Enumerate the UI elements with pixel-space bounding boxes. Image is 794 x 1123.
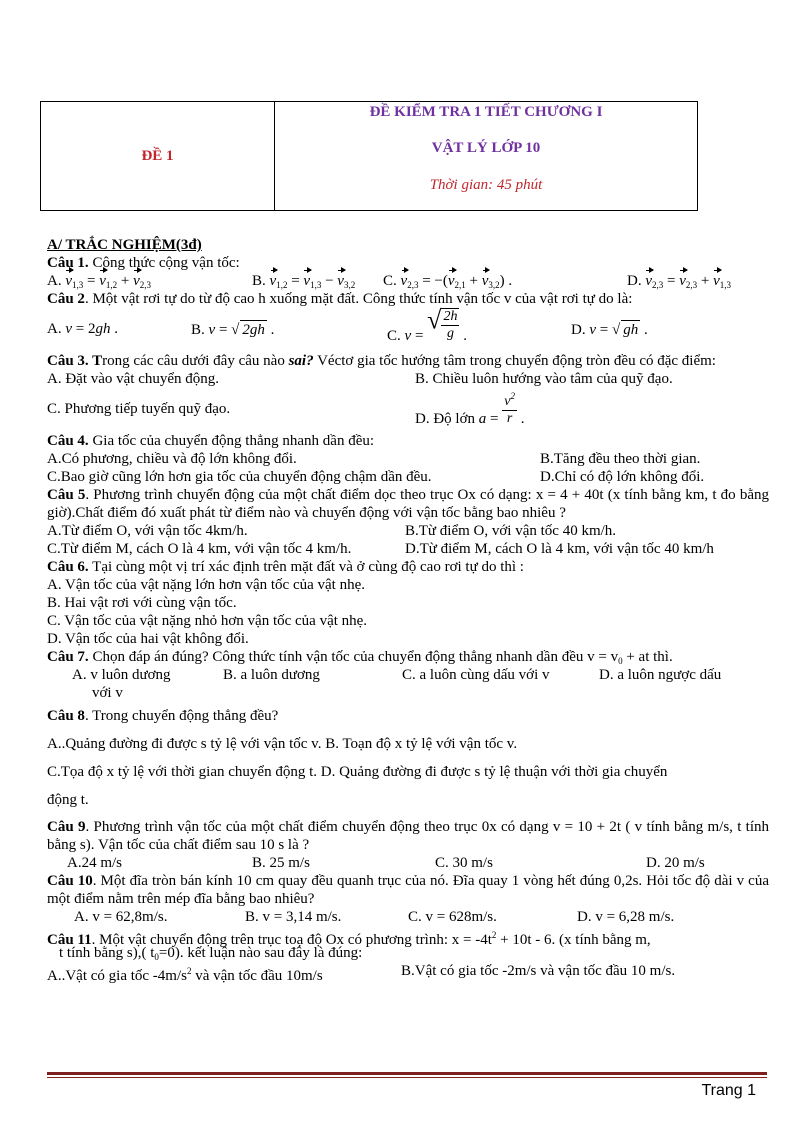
question-7: Câu 7. Chọn đáp án đúng? Công thức tính vận tốc của chuyển động thẳng nhanh dần đều $v = v_0$ + at thì. [47,649,673,666]
option-d: D. $v_{2,3} = v_{2,3} + v_{1,3}$ [627,273,732,290]
option-d: D.Chỉ có độ lớn không đổi. [540,469,705,485]
option-b: B.Tăng đều theo thời gian. [540,451,701,467]
question-label: Câu 5 [47,487,86,503]
question-label: Câu 4. [47,433,89,449]
question-1-options [47,272,769,290]
question-11-options-ab [47,962,769,984]
option-d: D. Vận tốc của hai vật không đổi. [47,631,249,647]
question-4 [47,432,769,450]
option-d: D. v = 6,28 m/s. [577,909,675,925]
question-3: Câu 3. Trong các câu dưới đây câu nào sai? Véctơ gia tốc hướng tâm trong chuyển động tròn đều có đặc điểm: [47,353,716,369]
question-11: Câu 11. Một vật chuyển động trên trục toạ độ Ox có phương trình: $x = -4t^2 + 10t - 6$. (x tính bằng m, [47,930,651,948]
footer-rule-thick [47,1072,767,1075]
question-2-options [47,305,769,352]
option-d: D. v = √ gh . [571,322,648,338]
option-b: B. v = √ 2gh . [191,322,275,338]
option-c: C. a luôn cùng dấu với v [402,667,550,683]
question-label: Câu 11 [47,932,92,948]
option-d: D. 20 m/s [646,855,705,871]
option-a: A. v = 2gh . [47,321,118,337]
question-5 [47,486,769,522]
question-text: . Một đĩa tròn bán kính 10 cm quay đều quanh trục của nó. Đĩa quay 1 vòng hết đúng 0,2s. Hỏi tốc độ dài v của một điểm nằm trên mép đĩa bằng bao nhiêu? [47,873,769,907]
question-text: . Phương trình vận tốc của một chất điểm chuyển động theo trục 0x có dạng v = 10 + 2t ( v tính bằng m/s, t tính bằng s). Vận tốc của chất điểm sau 10 s là ? [47,819,769,853]
option-b: B. a luôn dương [223,667,320,683]
question-text: Công thức cộng vận tốc: [88,255,240,271]
option-b: B. v = 3,14 m/s. [245,909,342,925]
option-a: A.Có phương, chiều và độ lớn không đổi. [47,451,297,467]
exam-title-cell [275,102,698,211]
option-c: C. 30 m/s [435,855,493,871]
exam-header [40,101,698,211]
option-a: A. v luôn dương [72,667,171,683]
option-a: A. Vận tốc của vật nặng lớn hơn vận tốc của vật nhẹ. [47,577,365,593]
footer-rule-thin [47,1077,767,1078]
question-9 [47,818,769,854]
exam-content [47,236,769,984]
question-3-options-ab [47,370,769,388]
option-a: A.24 m/s [67,855,123,871]
option-b: B. Chiều luôn hướng vào tâm của quỹ đạo. [415,371,673,387]
page-number: Trang 1 [701,1082,756,1099]
question-label: Câu 9 [47,819,86,835]
question-label: Câu 3. T [47,353,103,369]
option-b: B.Từ điểm O, với vận tốc 40 km/h. [405,523,617,539]
option-c: C. $v_{2,3} = -(v_{2,1} + v_{3,2})$ . [383,273,513,290]
question-label: Câu 1. [47,255,89,271]
exam-title: ĐỀ KIỂM TRA 1 TIẾT CHƯƠNG I [369,104,603,120]
option-a: A.Từ điểm O, với vận tốc 4km/h. [47,523,248,539]
question-4-options-ab [47,450,769,468]
option-c: C. Vận tốc của vật nặng nhỏ hơn vận tốc của vật nhẹ. [47,613,368,629]
option-c: C. v = 628m/s. [408,909,497,925]
exam-time: Thời gian: 45 phút [429,177,543,193]
exam-subject: VẬT LÝ LỚP 10 [431,140,541,156]
question-11-line2: t tính bằng s),( $t_0=0$). kết luận nào sau đây là đúng: [59,945,363,962]
question-5-options-ab [47,522,769,540]
exam-code: ĐỀ 1 [41,102,275,211]
question-text: . Trong chuyển động thẳng đều? [84,708,279,724]
question-label: Câu 10 [47,873,93,889]
option-d: D. Độ lớn a = $\frac{v^2}{r}$ . [415,388,524,427]
question-10-options [47,908,769,926]
question-text: . Phương trình chuyển động của một chất điểm dọc theo trục Ox có dạng: x = 4 + 40t (x tính bằng km, t đo bằng giờ).Chất điểm đó xuất phát từ điểm nào và chuyển động với vận tốc bằng bao nhiêu ? [47,487,769,521]
question-7-options [47,666,769,684]
option-c: C. v = √ $\frac{2h}{g}$ . [387,305,467,345]
option-a: A..Vật có gia tốc $-4m/s^2$ và vận tốc đầu 10m/s [47,966,323,984]
option-b: B. $v_{1,2} = v_{1,3} - v_{3,2}$ [252,273,356,290]
question-6 [47,558,769,576]
question-8-options-cd: C.Tọa độ x tỷ lệ với thời gian chuyển động t. D. Quảng đường đi được s tỷ lệ thuận với thời gia chuyển [47,764,668,780]
question-label: Câu 6. [47,559,89,575]
question-label: Câu 2 [47,291,85,307]
question-10 [47,872,769,908]
section-title: A/ TRẮC NGHIỆM(3đ) [47,237,202,253]
question-3-options-cd [47,388,769,432]
question-2 [47,290,769,308]
question-text: Tại cùng một vị trí xác định trên mặt đất và ở cùng độ cao rơi tự do thì : [88,559,524,575]
question-text: . Một vật rơi tự do từ độ cao h xuống mặt đất. Công thức tính vận tốc v của vật rơi tự do là: [84,291,633,307]
option-b: B. Hai vật rơi với cùng vận tốc. [47,595,237,611]
question-8-options-ab: A..Quảng đường đi được s tỷ lệ với vận tốc v. B. Toạn độ x tỷ lệ với vận tốc v. [47,736,518,752]
option-d: D. a luôn ngược dấu [599,667,722,683]
option-b: B. 25 m/s [252,855,310,871]
option-d: D.Từ điểm M, cách O là 4 km, với vận tốc 40 km/h [405,541,714,557]
question-label: Câu 8 [47,708,85,724]
question-9-options [47,854,769,872]
question-4-options-cd [47,468,769,486]
option-d-continued: với v [92,685,123,701]
option-c: C.Bao giờ cũng lớn hơn gia tốc của chuyển động chậm dần đều. [47,469,432,485]
option-a: A. v = 62,8m/s. [74,909,168,925]
option-c: C. Phương tiếp tuyến quỹ đạo. [47,401,231,417]
option-c: C.Từ điểm M, cách O là 4 km, với vận tốc 4 km/h. [47,541,352,557]
question-8-options-cd-continued: động t. [47,792,89,808]
option-b: B.Vật có gia tốc -2m/s và vận tốc đầu 10 m/s. [401,963,676,979]
question-5-options-cd [47,540,769,558]
question-text: Gia tốc của chuyển động thẳng nhanh dần đều: [88,433,375,449]
option-a: A. $v_{1,3} = v_{1,2} + v_{2,3}$ [47,273,152,290]
option-a: A. Đặt vào vật chuyển động. [47,371,220,387]
question-8 [47,702,769,730]
emphasis-sai: sai? [288,353,314,369]
question-label: Câu 7. [47,649,89,665]
